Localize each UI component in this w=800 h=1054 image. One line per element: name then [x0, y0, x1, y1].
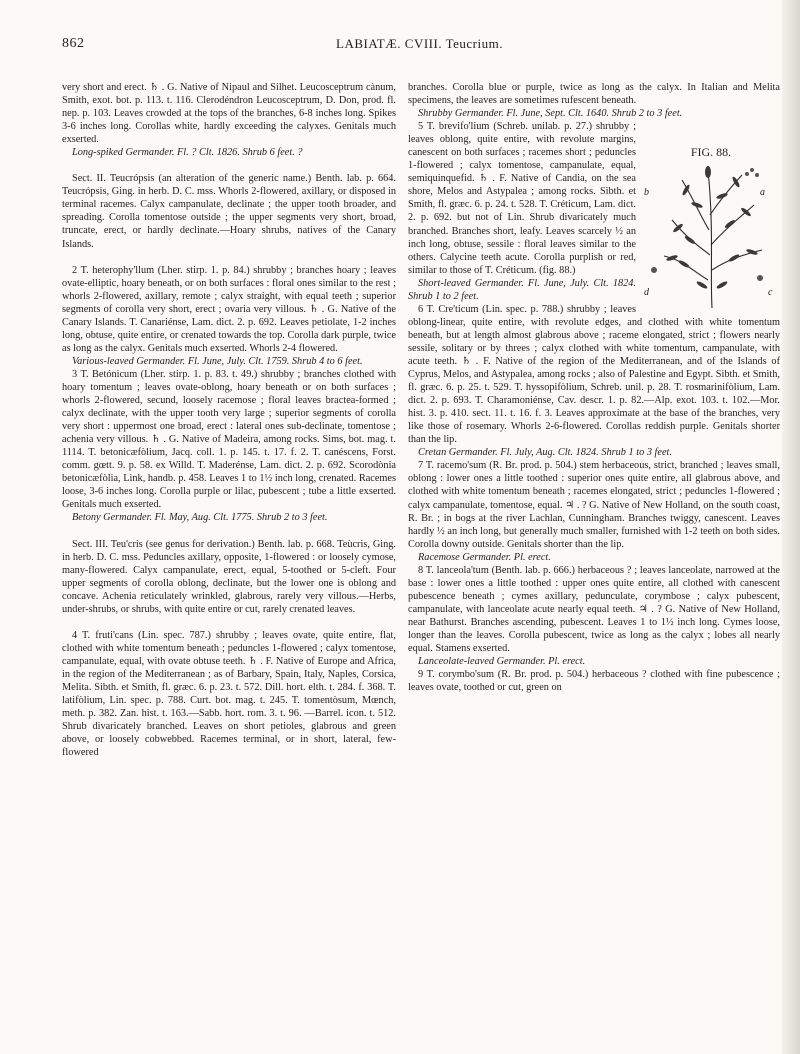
paragraph: Long-spiked Germander. Fl. ? Clt. 1826. Shrub 6 feet. ?	[72, 147, 303, 159]
paragraph: Various-leaved Germander. Fl. June, July. Clt. 1759. Shrub 4 to 6 feet.	[72, 355, 363, 367]
figure-letter-c: c	[768, 287, 773, 299]
page-number: 862	[62, 36, 85, 51]
running-title: LABIATÆ. CVIII. Teucrium.	[336, 36, 503, 51]
paragraph: 8 T. lanceola'tum (Benth. lab. p. 666.) herbaceous ? ; leaves lanceolate, narrowed at the base : lower ones a little toothed : upper ones quite entire, all clothed with canescent pubescence beneath ; cymes axillary, pedunculate, corymbose ; calyx pubescent, campanulate, with lanceolate acute nearly equal teeth. ♃ . ? G. Native of New Holland, near Bathurst. Branches ascending, pubescent. Leaves 1 to 1½ inch long. Cymes loose, longer than the leaves. Corolla pubescent, twice as long as the calyx ; lobes all nearly equal. Stamens exserted.	[408, 564, 780, 655]
paragraph: 6 T. Cre'ticum (Lin. spec. p. 788.) shrubby ; leaves oblong-linear, quite entire, with revolute edges, and clothed with white tomentum beneath, but at length almost glabrous above ; raceme elongated, strict ; flowers nearly sessile, solitary or by threes ; calyx clothed with white tomentum, campanulate, with acute teeth. ♄ . F. Native of the region of the Mediterranean, and of the Islands of Cyprus, Melos, and Astypalea, among rocks ; also of Palestine and Egypt. Sibth. et Smith, fl. græc. 6. p. 25. t. 529. T. hyssopifòlium, Schreb. unil. p. 28. T. rosmarinifòlium, Lam. dict. 2. p. 693. T. Charamoniénse, Cav. descr. 1. p. 82.—Alp. exot. 103. t. 102.—Mor. hist. 3. p. 410. sect. 11. t. 16. f. 3. Leaves approximate at the base of the branches, very like those of rosemary. Whorls 2-6-flowered. Corollas reddish purple. Genitals shorter than the lip.	[408, 303, 780, 446]
paragraph: 3 T. Betónicum (Lher. stirp. 1. p. 83. t. 49.) shrubby ; branches clothed with hoary tomentum ; leaves ovate-oblong, hoary beneath or on both surfaces ; whorls 2-flowered, secund, loosely racemose ; floral leaves bractea-formed ; calyx declinate, with the upper tooth very large ; superior segments of corolla very short : uppermost one broad, erect : lateral ones sub-declinate, tomentose ; achenia very villous. ♄ . G. Native of Madeira, among rocks. Sims, bot. mag. t. 1114. T. betonicæfòlium, Jacq. coll. 1. p. 145. t. 17. f. 2. T. canéscens, Forst. comm. gœtt. 9. p. 58. ex Willd. T. Maderénse, Lam. dict. 2. p. 692. Scorodònia betonicæfòlia, Link, handb. p. 458. Leaves 1 to 1½ inch long, crenated. Racemes loose, 3-6 inches long. Corolla purple or lilac, pubescent ; tube a little exserted. Genitals much exserted.	[62, 368, 396, 511]
left-column	[62, 81, 396, 1041]
paragraph: Shrubby Germander. Fl. June, Sept. Clt. 1640. Shrub 2 to 3 feet.	[418, 108, 683, 120]
paragraph: 4 T. fruti'cans (Lin. spec. 787.) shrubby ; leaves ovate, quite entire, flat, clothed with white tomentum beneath ; peduncles 1-flowered ; calyx tomentose, campanulate, equal, with ovate obtuse teeth. ♄ . F. Native of Europe and Africa, in the region of the Mediterranean ; as of Barbary, Spain, Italy, Naples, Corsica, Melita. Sibth. et Smith, fl. græc. 6. p. 23. t. 572. Dill. hort. elth. t. 284. f. 368. T. latifòlium, Lin. spec. p. 788. Curt. bot. mag. t. 245. T. tomentòsum, Mœnch, meth. p. 382. Zan. hist. t. 163.—Sabb. hort. rom. 3. t. 96. —Barrel. icon. t. 512. Shrub divaricately branched. Leaves on short petioles, glabrous and green above, or loosely cobwebbed. Racemes terminal, or in short, lateral, few-flowered	[62, 629, 396, 759]
paragraph: Betony Germander. Fl. May, Aug. Clt. 1775. Shrub 2 to 3 feet.	[72, 512, 328, 524]
paragraph: 9 T. corymbo'sum (R. Br. prod. p. 504.) herbaceous ? clothed with fine pubescence ; leaves ovate, toothed or cut, green on	[408, 669, 780, 694]
paragraph: Short-leaved Germander. Fl. June, July. Clt. 1824. Shrub 1 to 2 feet.	[408, 277, 636, 302]
paragraph: 2 T. heterophy'llum (Lher. stirp. 1. p. 84.) shrubby ; branches hoary ; leaves ovate-elliptic, hoary beneath, or on both surfaces : floral ones similar to the rest ; whorls 2-flowered, axillary, remote ; calyx straight, with equal teeth ; superior segments of corolla very short, erect ; ovaria very villous. ♄ . G. Native of the Canary Islands. T. Canariénse, Lam. dict. 2. p. 692. Leaves petiolate, 1-2 inches long, obtuse, quite entire, or crenated towards the top. Corolla dark purple, twice as long as the calyx. Genitals much exserted. Whorls 2-4 flowered.	[62, 264, 396, 354]
paragraph: Lanceolate-leaved Germander. Pl. erect.	[418, 656, 586, 668]
page-edge-shadow	[782, 0, 800, 1054]
figure-letter-b: b	[644, 187, 649, 199]
paragraph: 5 T. brevifo'lium (Schreb. unilab. p. 27.) shrubby ; leaves oblong, quite entire, with revolute margins, canescent on both surfaces ; racemes short ; peduncles 1-flowered ; calyx tomentose, campanulate, equal, semiquinquefid. ♄ . F. Native of Candia, on the sea shore, Melos and Astypalea ; among rocks. Sibth. et Smith, fl. græc. 6. p. 24. t. 528. T. Créticum, Lam. dict. 2. p. 692. but not of Lin. Shrub divaricately much branched. Branches short, leafy. Leaves scarcely ½ an inch long, obtuse, sessile : floral leaves similar to the others. Calycine teeth acute. Corolla purplish or red, similar to those of T. Créticum. (fig. 88.)	[408, 121, 636, 276]
paragraph: Sect. II. Teucrópsis (an alteration of the generic name.) Benth. lab. p. 664. Teucrópsis, Ging. in herb. D. C. mss. Whorls 2-flowered, axillary, or disposed in terminal racemes. Calyx campanulate, declinate ; the upper tooth broader, and spreading. Corolla tomentose outside ; the upper segments very short, broad, truncate, erect, or hardly declinate.—Hoary shrubs, natives of the Canary Islands.	[62, 173, 396, 250]
page-header	[62, 36, 777, 54]
right-column	[408, 81, 780, 1041]
paragraph: very short and erect. ♄ . G. Native of Nipaul and Silhet. Leucosceptrum cànum, Smith, exot. bot. p. 113. t. 116. Clerodéndron Leucosceptrum, D. Don, prod. fl. nep. p. 103. Leaves crowded at the tops of the branches, 6-8 inches long. Spikes 3-6 inches long. Corollas white, hardly exceeding the calyxes. Genitals much exserted.	[62, 82, 396, 146]
figure-letter-a: a	[760, 187, 765, 199]
paragraph: Cretan Germander. Fl. July, Aug. Clt. 1824. Shrub 1 to 3 feet.	[418, 447, 672, 459]
figure-letter-d: d	[644, 287, 649, 299]
figure-label: FIG. 88.	[690, 145, 732, 160]
paragraph: branches. Corolla blue or purple, twice as long as the calyx. In Italian and Melita specimens, the leaves are sometimes rufescent beneath.	[408, 82, 780, 107]
paragraph: 7 T. racemo'sum (R. Br. prod. p. 504.) stem herbaceous, strict, branched ; leaves small, oblong : lower ones a little toothed : superior ones quite entire, all glabrous above, and clothed with white tomentum beneath ; racemes elongated, strict ; peduncles 1-flowered ; calyx campanulate, tomentose, equal. ♃ . ? G. Native of New Holland, on the south coast, R. Br. ; in bogs at the river Lachlan, Cunningham. Branches twiggy, canescent. Leaves hardly ½ an inch long, but generally much smaller, furnished with 1-2 teeth on both sides. Corolla downy outside. Genitals shorter than the lip.	[408, 460, 780, 550]
plant-illustration	[642, 160, 780, 310]
paragraph: Racemose Germander. Pl. erect.	[418, 551, 551, 563]
botanical-figure	[642, 146, 780, 311]
paragraph: Sect. III. Teu'cris (see genus for derivation.) Benth. lab. p. 668. Teùcris, Ging. in herb. D. C. mss. Peduncles axillary, opposite, 1-flowered : or loosely cymose, many-flowered. Calyx campanulate, erect, equal, 5-toothed or 5-cleft. Four upper segments of corolla oblong, declinate, but the lower one is oblong and concave. Achenia reticulately wrinkled, glabrous, rarely very villous.—Herbs, under-shrubs, or shrubs, with quite entire or cut, rarely crenated leaves.	[62, 538, 396, 615]
